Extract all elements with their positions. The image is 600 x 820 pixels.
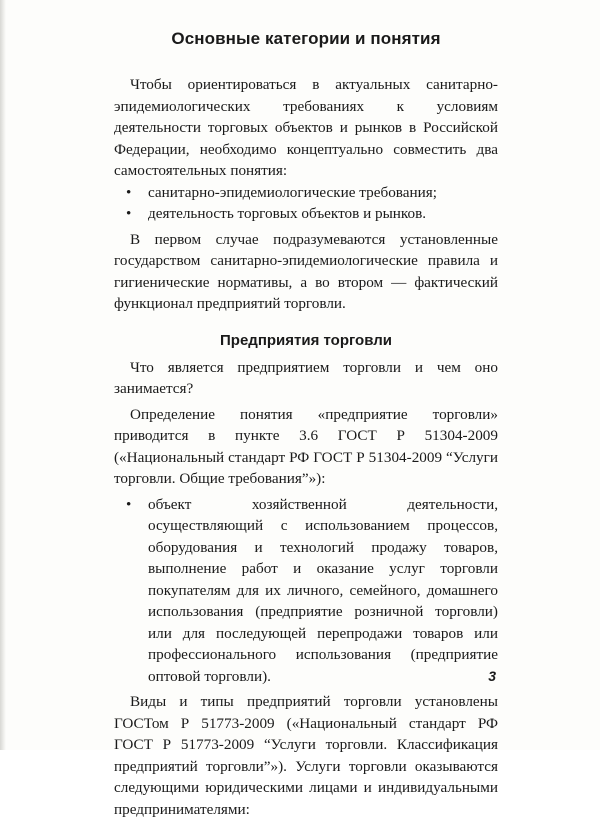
- definition-bullet-list: [114, 494, 498, 688]
- list-item: [114, 203, 498, 225]
- list-item-text: санитарно-эпидемиологические требования;: [148, 183, 437, 201]
- intro-bullet-list: [114, 182, 498, 225]
- chapter-heading: Основные категории и понятия: [171, 29, 441, 48]
- page-content: [114, 26, 498, 820]
- section-heading: Предприятия торговли: [220, 331, 392, 349]
- intro-paragraph-2: В первом случае подразумеваются установленные государством санитарно-эпидемиологические правила и гигиенические нормативы, а во втором — фактический функционал предприятий торговли.: [114, 230, 498, 312]
- definition-paragraph: Определение понятия «предприятие торговли» приводится в пункте 3.6 ГОСТ Р 51304-2009 («Национальный стандарт РФ ГОСТ Р 51304-2009 “Услуги торговли. Общие требования”»):: [114, 405, 498, 487]
- bullet-marker: •: [126, 183, 132, 201]
- bullet-marker: •: [126, 495, 132, 513]
- page-number: 3: [488, 668, 496, 684]
- bullet-marker: •: [126, 205, 132, 222]
- page-edge-shadow: [0, 0, 6, 750]
- list-item: [114, 494, 498, 688]
- closing-paragraph: Виды и типы предприятий торговли установлены ГОСТом Р 51773-2009 («Национальный стандарт РФ ГОСТ Р 51773-2009 “Услуги торговли. Классификация предприятий торговли”»). Услуги торговли оказываются следующими юридическими лицами и индивидуальными предпринимателями:: [114, 693, 498, 818]
- intro-paragraph: Чтобы ориентироваться в актуальных санитарно-эпидемиологических требованиях к условиям деятельности торговых объектов и рынков в Российской Федерации, необходимо концептуально совместить два самостоятельных понятия:: [114, 76, 498, 179]
- list-item-text: деятельность торговых объектов и рынков.: [148, 205, 427, 222]
- list-item: [114, 182, 498, 204]
- question-paragraph: Что является предприятием торговли и чем оно занимается?: [114, 358, 498, 397]
- list-item-text: объект хозяйственной деятельности, осуществляющий с использованием процессов, оборудования и технологий продажу товаров, выполнение работ и оказание услуг торговли покупателям для их личного, семейного, домашнего использования (предприятие розничной торговли) или для последующей перепродажи товаров или профессионального использования (предприятие оптовой торговли).: [148, 495, 498, 685]
